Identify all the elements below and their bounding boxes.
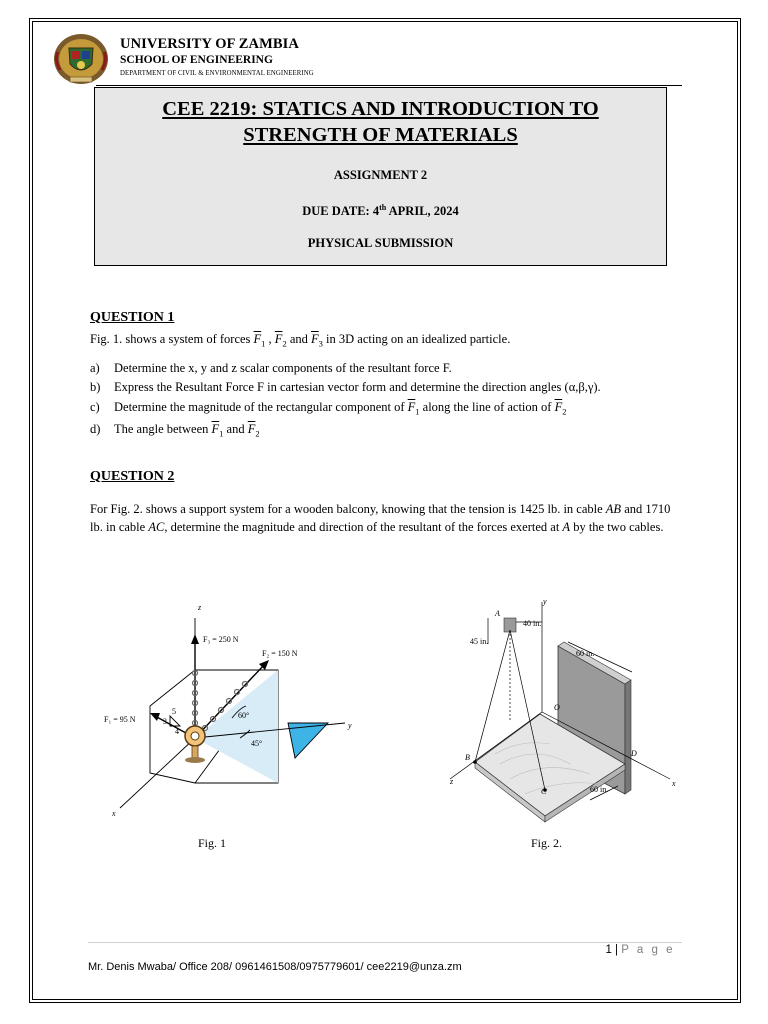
university-name: UNIVERSITY OF ZAMBIA: [120, 36, 299, 52]
force-sub: 2: [282, 338, 287, 349]
force-symbol: F: [247, 422, 256, 436]
list-item: [90, 361, 452, 376]
item-text: and: [223, 422, 248, 436]
department-name: DEPARTMENT OF CIVIL & ENVIRONMENTAL ENGINEERING: [120, 70, 314, 77]
force-symbol: F: [253, 332, 262, 346]
title-box: [94, 87, 667, 266]
q2-text: and 1710 lb. in cable: [90, 502, 671, 534]
question-1-heading: QUESTION 1: [90, 310, 175, 325]
fig1-tri4: 4: [175, 727, 179, 736]
fig1-axis-x: x: [112, 809, 116, 818]
item-text: Determine the magnitude of the rectangular component of: [114, 400, 408, 414]
fig1-angle45: 45°: [251, 739, 263, 748]
figure-2-caption: Fig. 2.: [531, 836, 563, 850]
q2-text: AC: [148, 520, 165, 534]
item-label: d): [90, 422, 101, 436]
list-item: [90, 422, 260, 439]
item-text: Determine the x, y and z scalar components of the resultant force F.: [114, 361, 452, 375]
fig1-f3-label: F₃ = 250 N: [203, 635, 239, 644]
fig2-point-o: O: [554, 703, 560, 712]
footer-contact: Mr. Denis Mwaba/ Office 208/ 0961461508/0975779601/ cee2219@unza.zm: [88, 961, 462, 973]
force-symbol: F: [311, 332, 319, 346]
fig2-point-d: D: [631, 749, 637, 758]
q2-text: AB: [605, 502, 622, 516]
page-word: P a g e: [621, 944, 675, 956]
q2-text: , determine the magnitude and direction of the resultant of the forces exerted at: [164, 520, 563, 534]
university-crest-icon: [52, 30, 110, 88]
force-sub: 1: [261, 338, 266, 349]
page-separator: |: [611, 944, 622, 956]
list-item: [90, 400, 566, 417]
fig1-axis-z: z: [198, 603, 202, 612]
q2-text: A: [562, 520, 571, 534]
school-name: SCHOOL OF ENGINEERING: [120, 54, 273, 66]
force-sub: 1: [415, 406, 420, 417]
header-divider: [96, 85, 682, 86]
force-symbol: F: [554, 400, 563, 414]
figure-1-caption: Fig. 1: [198, 836, 227, 850]
fig1-tri5: 5: [172, 707, 176, 716]
fig1-axis-y: y: [348, 721, 352, 730]
figure-2: [440, 594, 690, 824]
fig2-point-a: A: [495, 609, 500, 618]
question-1-intro: [90, 330, 680, 353]
due-date: [95, 203, 666, 219]
intro-text: Fig. 1. shows a system of forces: [90, 332, 254, 346]
intro-text: ,: [265, 332, 275, 346]
fig2-axis-x: x: [672, 779, 676, 788]
item-text: along the line of action of: [419, 400, 555, 414]
fig2-axis-z: z: [450, 777, 454, 786]
page-number: [605, 944, 675, 956]
assignment-label: ASSIGNMENT 2: [333, 168, 428, 182]
item-label: a): [90, 361, 100, 375]
intro-text: in 3D acting on an idealized particle.: [322, 332, 511, 346]
fig2-dim-60b: 60 in.: [590, 785, 609, 794]
fig1-f1-label: F₁ = 95 N: [104, 715, 136, 724]
due-date-prefix: DUE DATE: 4: [302, 204, 380, 219]
submission-label: PHYSICAL SUBMISSION: [307, 236, 454, 250]
force-symbol: F: [407, 400, 416, 414]
item-text: The angle between: [114, 422, 212, 436]
fig1-tri3: 3: [163, 717, 167, 726]
footer-divider: [88, 942, 682, 943]
q2-text: by the two cables.: [570, 520, 664, 534]
due-date-sup: th: [379, 203, 387, 212]
q2-text: For Fig. 2. shows a support system for a wooden balcony, knowing that the tension is 1425 lb. in cable: [90, 502, 606, 516]
list-item: [90, 380, 601, 395]
item-label: c): [90, 400, 100, 414]
force-sub: 1: [219, 428, 224, 439]
fig2-point-c: C: [541, 787, 547, 796]
course-title: CEE 2219: STATICS AND INTRODUCTION TO STRENGTH OF MATERIALS: [162, 98, 599, 146]
fig2-dim-45: 45 in.: [470, 637, 489, 646]
item-label: b): [90, 380, 101, 394]
fig1-f2-label: F₂ = 150 N: [262, 649, 298, 658]
fig2-point-b: B: [465, 753, 470, 762]
page-number-value: 1: [605, 944, 612, 956]
question-2-heading: QUESTION 2: [90, 469, 175, 484]
force-symbol: F: [211, 422, 220, 436]
fig2-dim-60a: 60 in.: [576, 649, 595, 658]
intro-text: and: [286, 332, 311, 346]
due-date-suffix: APRIL, 2024: [386, 204, 459, 219]
figure-1: [100, 598, 370, 823]
force-sub: 3: [318, 338, 323, 349]
fig1-angle60: 60°: [238, 711, 250, 720]
item-text: Express the Resultant Force F in cartesian vector form and determine the direction angles (α,β,γ).: [114, 380, 601, 394]
fig2-dim-40: 40 in.: [523, 619, 542, 628]
fig2-axis-y: y: [543, 597, 547, 606]
force-symbol: F: [274, 332, 283, 346]
force-sub: 2: [562, 406, 567, 417]
force-sub: 2: [255, 428, 260, 439]
question-2-text: [90, 500, 680, 536]
